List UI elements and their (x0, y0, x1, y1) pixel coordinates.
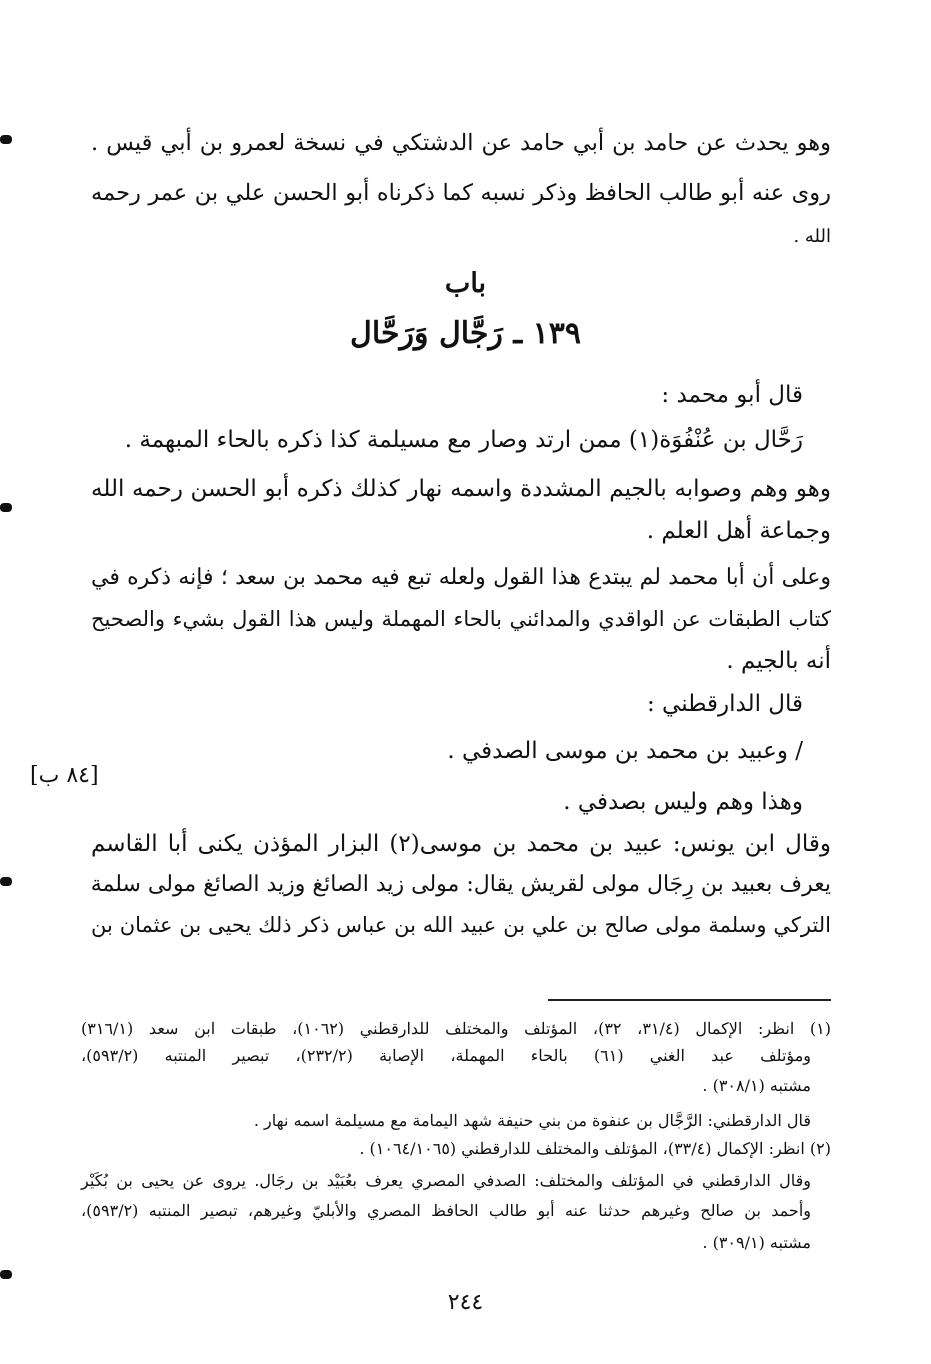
text-line: كتاب الطبقات عن الواقدي والمدائني بالحاء المهملة وليس هذا القول بشيء والصحيح (91, 607, 831, 631)
speaker-label: قال أبو محمد : (661, 382, 803, 408)
text-line: روى عنه أبو طالب الحافظ وذكر نسبه كما ذكرناه أبو الحسن علي بن عمر رحمه (91, 180, 831, 206)
folio-marker: [٨٤ ب] (30, 763, 99, 788)
text-line: / وعبيد بن محمد بن موسى الصدفي . (447, 738, 803, 764)
footnote-line: مشتبه (٣٠٩/١) . (702, 1233, 811, 1252)
text-line: رَحَّال بن عُنْفُوَة(١) ممن ارتد وصار مع مسيلمة كذا ذكره بالحاء المبهمة . (124, 427, 803, 453)
text-line: يعرف بعبيد بن رِجَال مولى لقريش يقال: مولى زيد الصائغ وزيد الصائغ مولى سلمة (90, 872, 831, 897)
text-line: الله . (793, 226, 831, 247)
chapter-label: باب (444, 268, 487, 299)
footnote-line: (٢) انظر: الإكمال (٣٣/٤)، المؤتلف والمختلف للدارقطني (١٠٦٤/١٠٦٥) . (359, 1139, 831, 1158)
footnote-line: قال الدارقطني: الرَّجَّال بن عنفوة من بني حنيفة شهد اليمامة مع مسيلمة اسمه نهار . (253, 1111, 811, 1130)
footnote-line: وأحمد بن صالح وغيرهم حدثنا عنه أبو طالب الحافظ المصري والأبليّ وغيرهم، تبصير المنتبه (٥٩٣/٢)، (81, 1201, 811, 1220)
footnote-line: وقال الدارقطني في المؤتلف والمختلف: الصدفي المصري يعرف بعُبَيْد بن رجَال. يروى عن يحيى بن بُكَيْر (81, 1171, 811, 1190)
footnote-divider (548, 999, 831, 1001)
text-line: أنه بالجيم . (726, 648, 831, 674)
footnote-line: (١) انظر: الإكمال (٣١/٤، ٣٢)، المؤتلف والمختلف للدارقطني (١٠٦٢)، طبقات ابن سعد (٣١٦/١) (81, 1019, 832, 1038)
text-line: التركي وسلمة مولى صالح بن علي بن عبيد الله بن عباس ذكر ذلك يحيى بن عثمان بن (91, 913, 831, 937)
page-number: ٢٤٤ (447, 1290, 484, 1315)
text-line: وهو وهم وصوابه بالجيم المشددة واسمه نهار كذلك ذكره أبو الحسن رحمه الله (91, 476, 831, 502)
scan-mark (0, 135, 12, 144)
text-line: وهذا وهم وليس بصدفي . (563, 789, 803, 815)
text-line: وقال ابن يونس: عبيد بن محمد بن موسى(٢) البزار المؤذن يكنى أبا القاسم (91, 831, 831, 857)
text-line: وعلى أن أبا محمد لم يبتدع هذا القول ولعله تبع فيه محمد بن سعد ؛ فإنه ذكره في (91, 565, 831, 590)
text-line: وهو يحدث عن حامد بن أبي حامد عن الدشتكي في نسخة لعمرو بن أبي قيس . (91, 130, 831, 156)
scan-mark (0, 503, 12, 512)
scan-mark (0, 877, 12, 886)
footnote-line: مشتبه (٣٠٨/١) . (702, 1076, 811, 1095)
chapter-title: ١٣٩ ـ رَجَّال وَرَحَّال (350, 316, 581, 351)
speaker-label: قال الدارقطني : (646, 691, 803, 717)
footnote-line: ومؤتلف عبد الغني (٦١) بالحاء المهملة، الإصابة (٢٣٢/٢)، تبصير المنتبه (٥٩٣/٢)، (81, 1046, 811, 1065)
text-line: وجماعة أهل العلم . (646, 518, 831, 544)
scan-mark (0, 1270, 12, 1279)
